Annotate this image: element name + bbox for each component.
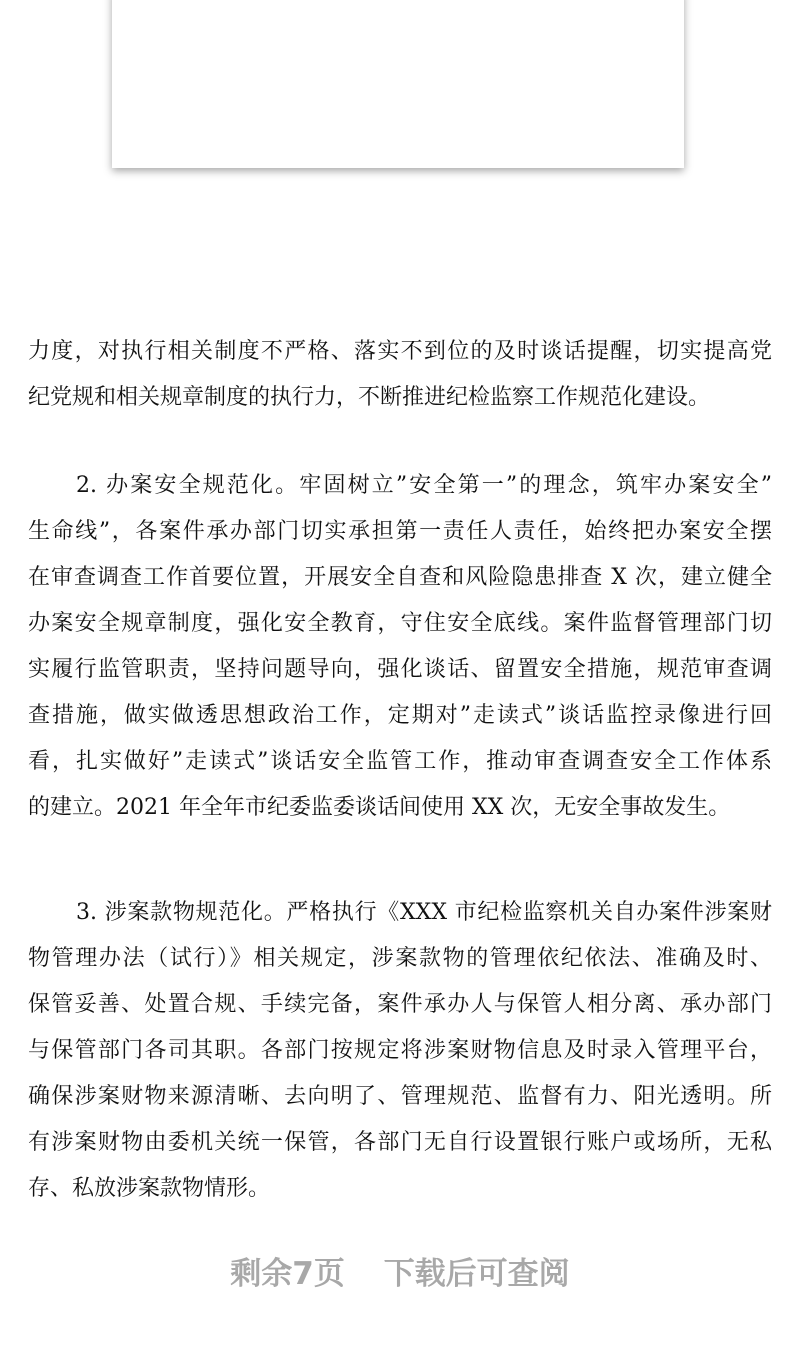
text-line: 力度，对执行相关制度不严格、落实不到位的及时谈话提醒，切实提高党 xyxy=(28,339,772,364)
text-line: 看，扎实做好”走读式”谈话安全监管工作，推动审查调查安全工作体系 xyxy=(28,749,772,774)
download-prompt[interactable] xyxy=(0,1248,800,1293)
text-line: 物管理办法（试行）》相关规定，涉案款物的管理依纪依法、准确及时、 xyxy=(28,946,772,971)
text-line: 2. 办案安全规范化。牢固树立”安全第一”的理念，筑牢办案安全” xyxy=(76,473,772,498)
text-line: 查措施，做实做透思想政治工作，定期对”走读式”谈话监控录像进行回 xyxy=(28,703,772,728)
paragraph-2 xyxy=(28,463,772,831)
remaining-pages-label[interactable]: 剩余7页 xyxy=(230,1256,345,1292)
text-line: 有涉案财物由委机关统一保管，各部门无自行设置银行账户或场所，无私 xyxy=(28,1130,772,1155)
previous-page-card xyxy=(112,0,684,168)
text-line: 办案安全规章制度，强化安全教育，守住安全底线。案件监督管理部门切 xyxy=(28,611,772,636)
text-line: 的建立。2021 年全年市纪委监委谈话间使用 XX 次，无安全事故发生。 xyxy=(28,795,731,820)
paragraph-1 xyxy=(28,329,772,421)
text-line: 纪党规和相关规章制度的执行力，不断推进纪检监察工作规范化建设。 xyxy=(28,385,711,410)
text-line: 保管妥善、处置合规、手续完备，案件承办人与保管人相分离、承办部门 xyxy=(28,992,772,1017)
text-line: 确保涉案财物来源清晰、去向明了、管理规范、监督有力、阳光透明。所 xyxy=(28,1084,772,1109)
text-line: 3. 涉案款物规范化。严格执行《XXX 市纪检监察机关自办案件涉案财 xyxy=(76,900,772,925)
download-to-view-label[interactable]: 下载后可查阅 xyxy=(383,1256,570,1292)
text-line: 与保管部门各司其职。各部门按规定将涉案财物信息及时录入管理平台， xyxy=(28,1038,772,1063)
paragraph-3 xyxy=(28,890,772,1212)
text-line: 存、私放涉案款物情形。 xyxy=(28,1176,271,1201)
text-line: 生命线”，各案件承办部门切实承担第一责任人责任，始终把办案安全摆 xyxy=(28,519,772,544)
text-line: 在审查调查工作首要位置，开展安全自查和风险隐患排查 X 次，建立健全 xyxy=(28,565,772,590)
text-line: 实履行监管职责，坚持问题导向，强化谈话、留置安全措施，规范审查调 xyxy=(28,657,772,682)
